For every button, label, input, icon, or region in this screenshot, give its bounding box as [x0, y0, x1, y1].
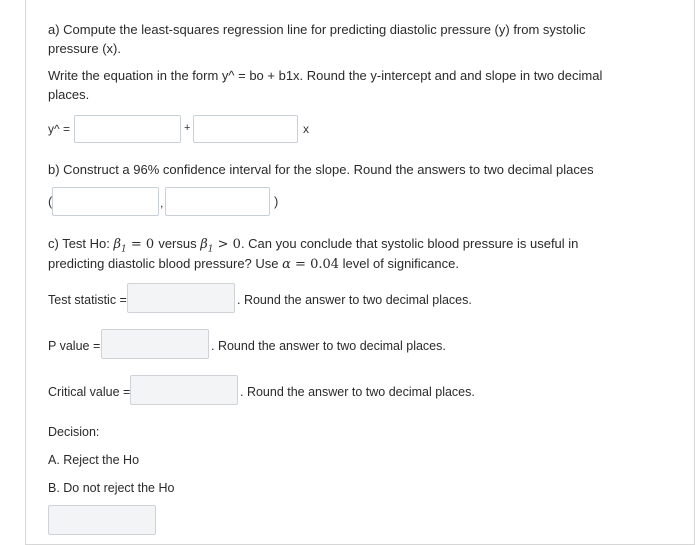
part-b-question: b) Construct a 96% confidence interval for the slope. Round the answers to two decimal places — [48, 162, 594, 177]
part-c-question-rest: . Can you conclude that systolic blood pressure is useful in — [240, 236, 579, 251]
critical-value-hint: . Round the answer to two decimal places. — [240, 385, 475, 399]
critical-value-label: Critical value = — [48, 385, 131, 399]
beta-subscript: 1 — [121, 244, 127, 255]
alt-greater: > 0 — [213, 237, 241, 252]
p-value-label: P value = — [48, 339, 101, 353]
part-a-question-line-1: a) Compute the least-squares regression line for predicting diastolic pressure (y) from systolic — [48, 22, 586, 37]
option-b[interactable]: B. Do not reject the Ho — [48, 481, 175, 495]
p-value-hint: . Round the answer to two decimal places. — [211, 339, 446, 353]
part-a-instruction-line-1: Write the equation in the form y^ = bo + b1x. Round the y-intercept and and slope in two decimal — [48, 68, 603, 83]
alpha-symbol: α — [282, 257, 291, 272]
part-c-line2-prefix: predicting diastolic blood pressure? Use — [48, 256, 283, 271]
critical-value-input[interactable] — [130, 375, 238, 405]
part-a-instruction-line-2: places. — [48, 87, 90, 102]
plus-sign: + — [184, 122, 191, 134]
ci-lower-input[interactable] — [52, 187, 159, 216]
equation-lhs: y^ = — [48, 122, 70, 136]
open-paren: ( — [48, 194, 53, 209]
p-value-input[interactable] — [101, 329, 209, 359]
part-c-prefix: c) Test Ho: — [48, 236, 114, 251]
ci-upper-input[interactable] — [165, 187, 270, 216]
alpha-value: = 0.04 — [290, 257, 340, 272]
intercept-input[interactable] — [74, 115, 181, 143]
close-paren: ) — [274, 194, 279, 209]
decision-label: Decision: — [48, 425, 100, 439]
decision-input[interactable] — [48, 505, 156, 535]
part-a-question-line-2: pressure (x). — [48, 41, 121, 56]
null-equals: = 0 — [126, 237, 159, 252]
test-statistic-label: Test statistic = — [48, 293, 127, 307]
part-c-line2-suffix: level of significance. — [339, 256, 459, 271]
slope-input[interactable] — [193, 115, 298, 143]
test-statistic-hint: . Round the answer to two decimal places. — [237, 293, 472, 307]
part-c-line-2 — [48, 255, 459, 273]
x-variable: x — [303, 122, 309, 136]
test-statistic-input[interactable] — [127, 283, 235, 313]
beta-symbol-alt: β — [200, 237, 208, 252]
beta-subscript-alt: 1 — [207, 244, 214, 255]
option-a[interactable]: A. Reject the Ho — [48, 453, 140, 467]
comma-separator: , — [160, 196, 164, 210]
beta-symbol: β — [113, 237, 122, 252]
versus-word: versus — [158, 236, 197, 251]
